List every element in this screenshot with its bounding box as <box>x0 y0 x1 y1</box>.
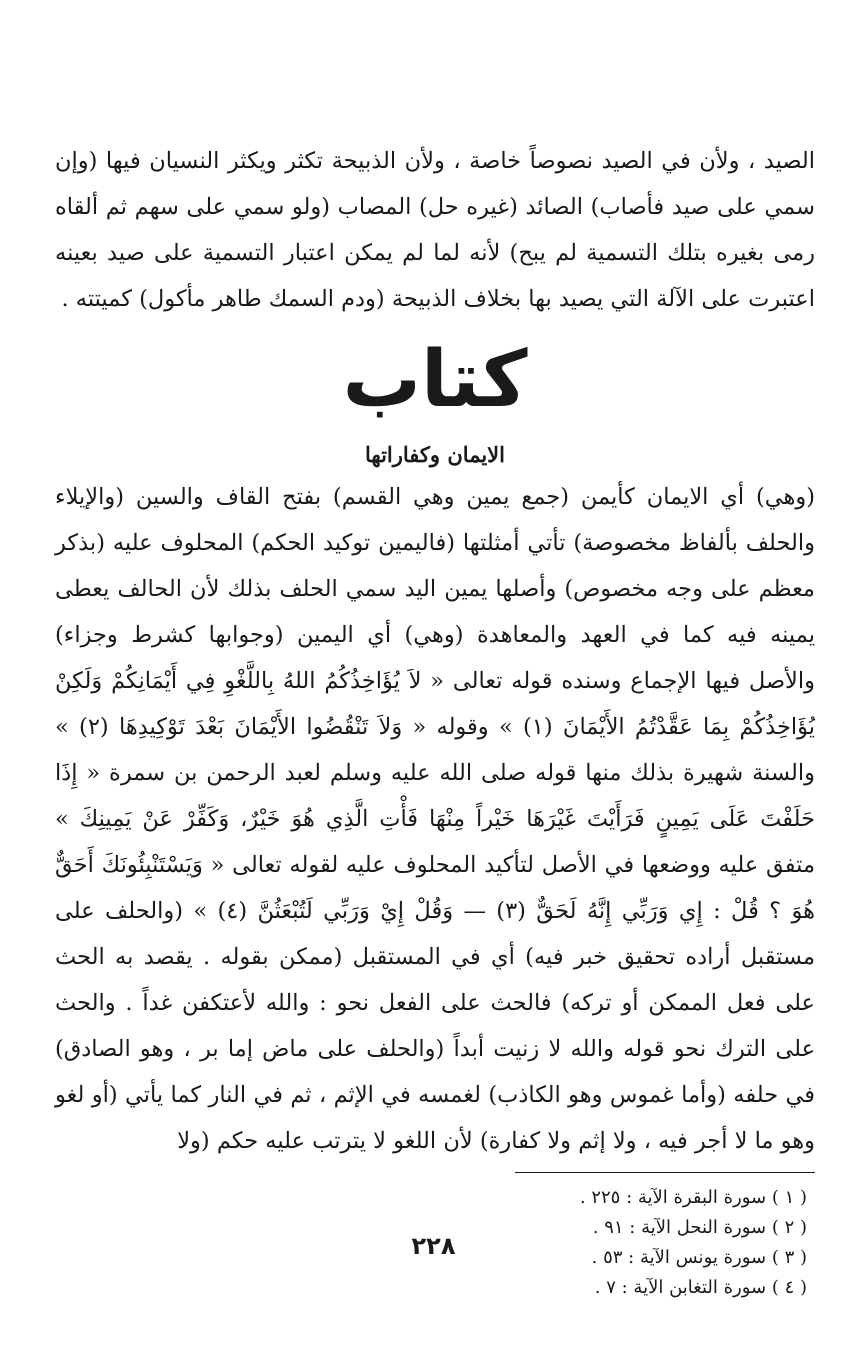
intro-paragraph: الصيد ، ولأن في الصيد نصوصاً خاصة ، ولأن الذبيحة تكثر ويكثر النسيان فيها (وإن سمي على صيد فأصاب) الصائد (غيره حل) المصاب (ولو سمي على سهم ثم ألقاه رمى بغيره بتلك التسمية لم يبح) لأنه لما لم يمكن اعتبار التسمية على صيد بعينه اعتبرت على الآلة التي يصيد بها بخلاف الذبيحة (ودم السمك طاهر مأكول) كميتته . <box>55 148 815 312</box>
chapter-subtitle: الايمان وكفاراتها <box>365 442 505 467</box>
footnote-item: ( ١ ) سورة البقرة الآية : ٢٢٥ . <box>579 1187 807 1208</box>
footnote-item: ( ٢ ) سورة النحل الآية : ٩١ . <box>592 1217 807 1238</box>
footnote-item: ( ٤ ) سورة التغابن الآية : ٧ . <box>594 1277 807 1298</box>
document-page <box>55 138 815 1303</box>
footnote-divider <box>515 1172 815 1173</box>
book-title: كتاب <box>342 335 528 425</box>
page-number: ٢٢٨ <box>411 1232 456 1260</box>
body-paragraph: (وهي) أي الايمان كأيمن (جمع يمين وهي القسم) بفتح القاف والسين (والإيلاء والحلف بألفاظ مخصوصة) تأتي أمثلتها (فاليمين توكيد الحكم) المحلوف عليه (بذكر معظم على وجه مخصوص) وأصلها يمين اليد سمي الحلف بذلك لأن الحالف يعطى يمينه فيه كما في العهد والمعاهدة (وهي) أي اليمين (وجوابها كشرط وجزاء) والأصل فيها الإجماع وسنده قوله تعالى « لاَ يُؤَاخِذُكُمُ اللهُ بِاللَّغْوِ فِي أَيْمَانِكُمْ وَلَكِنْ يُؤَاخِذُكُمْ بِمَا عَقَّدْتُمُ الأَيْمَانَ (١) » وقوله « وَلاَ تَنْقُضُوا الأَيْمَانَ بَعْدَ تَوْكِيدِهَا (٢) » والسنة شهيرة بذلك منها قوله صلى الله عليه وسلم لعبد الرحمن بن سمرة « إِذَا حَلَفْتَ عَلَى يَمِينٍ فَرَأَيْتَ غَيْرَهَا خَيْراً مِنْهَا فَأْتِ الَّذِي هُوَ خَيْرٌ، وَكَفِّرْ عَنْ يَمِينِكَ » متفق عليه ووضعها في الأصل لتأكيد المحلوف عليه لقوله تعالى « وَيَسْتَنْبِئُونَكَ أَحَقٌّ هُوَ ؟ قُلْ : إِي وَرَبِّي إِنَّهُ لَحَقٌّ (٣) — وَقُلْ إِيْ وَرَبِّي لَتُبْعَثُنَّ (٤) » (والحلف على مستقبل أراده تحقيق خبر فيه) أي في المستقبل (ممكن بقوله . يقصد به الحث على فعل الممكن أو تركه) فالحث على الفعل نحو : والله لأعتكفن غداً . والحث على الترك نحو قوله والله لا زنيت أبداً (والحلف على ماض إما بر ، وهو الصادق) في حلفه (وأما غموس وهو الكاذب) لغمسه في الإثم ، ثم في النار كما يأتي (أو لغو وهو ما لا أجر فيه ، ولا إثم ولا كفارة) لأن اللغو لا يترتب عليه حكم (ولا <box>55 484 815 1154</box>
footnote-item: ( ٣ ) سورة يونس الآية : ٥٣ . <box>591 1247 807 1268</box>
